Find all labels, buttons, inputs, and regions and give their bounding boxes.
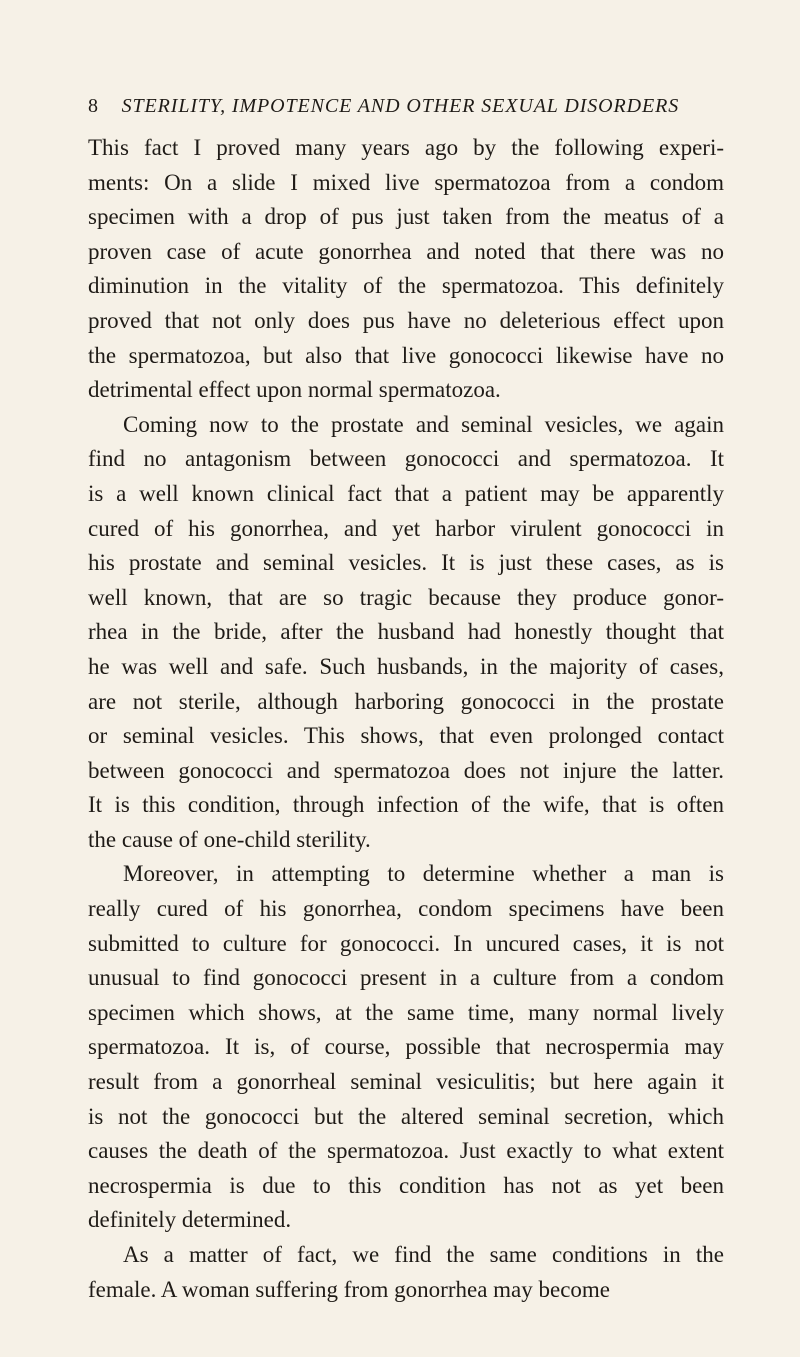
running-head xyxy=(88,88,728,124)
text-line: he was well and safe. Such husbands, in the majority of cases, xyxy=(88,653,724,679)
paragraph-4 xyxy=(88,1238,724,1307)
text-line: detrimental effect upon normal spermatozoa. xyxy=(88,377,501,403)
text-line: cured of his gonorrhea, and yet harbor virulent gonococci in xyxy=(88,515,724,541)
text-line: well known, that are so tragic because they produce gonor- xyxy=(88,584,724,610)
text-line: is a well known clinical fact that a patient may be apparently xyxy=(88,480,724,506)
text-line: are not sterile, although harboring gonococci in the prostate xyxy=(88,688,724,714)
body-text xyxy=(88,131,724,1307)
text-line: Coming now to the prostate and seminal vesicles, we again xyxy=(123,411,724,437)
text-line: is not the gonococci but the altered seminal secretion, which xyxy=(88,1103,724,1129)
text-line: Moreover, in attempting to determine whether a man is xyxy=(123,861,724,887)
page-number: 8 xyxy=(88,95,99,117)
text-line: As a matter of fact, we find the same conditions in the xyxy=(123,1242,724,1267)
text-line: submitted to culture for gonococci. In uncured cases, it is not xyxy=(88,930,724,956)
text-line: It is this condition, through infection of the wife, that is often xyxy=(88,792,724,818)
text-line: spermatozoa. It is, of course, possible that necrospermia may xyxy=(88,1034,724,1060)
text-line: or seminal vesicles. This shows, that even prolonged contact xyxy=(88,723,724,749)
running-title: STERILITY, IMPOTENCE AND OTHER SEXUAL DISORDERS xyxy=(121,95,680,117)
text-line: proven case of acute gonorrhea and noted that there was no xyxy=(88,238,724,264)
text-line: This fact I proved many years ago by the following experi- xyxy=(88,135,724,160)
text-line: specimen with a drop of pus just taken from the meatus of a xyxy=(88,204,724,230)
text-line: female. A woman suffering from gonorrhea may become xyxy=(88,1276,611,1302)
text-line: result from a gonorrheal seminal vesiculitis; but here again it xyxy=(88,1069,724,1095)
paragraph-2 xyxy=(88,408,724,858)
paragraph-3 xyxy=(88,857,724,1238)
text-line: causes the death of the spermatozoa. Just exactly to what extent xyxy=(88,1138,724,1164)
text-line: the spermatozoa, but also that live gonococci likewise have no xyxy=(88,342,724,368)
text-line: specimen which shows, at the same time, many normal lively xyxy=(88,999,724,1025)
text-line: his prostate and seminal vesicles. It is just these cases, as is xyxy=(88,550,724,576)
text-line: proved that not only does pus have no deleterious effect upon xyxy=(88,307,724,333)
text-line: necrospermia is due to this condition has not as yet been xyxy=(88,1172,724,1198)
text-line: diminution in the vitality of the spermatozoa. This definitely xyxy=(88,273,724,299)
text-line: really cured of his gonorrhea, condom specimens have been xyxy=(88,896,724,922)
text-line: ments: On a slide I mixed live spermatozoa from a condom xyxy=(88,169,724,195)
paragraph-1 xyxy=(88,131,724,408)
text-line: definitely determined. xyxy=(88,1207,292,1233)
text-line: find no antagonism between gonococci and spermatozoa. It xyxy=(88,446,724,472)
text-line: unusual to find gonococci present in a culture from a condom xyxy=(88,965,724,991)
text-line: the cause of one-child sterility. xyxy=(88,826,371,852)
text-line: between gonococci and spermatozoa does not injure the latter. xyxy=(88,757,724,783)
text-line: rhea in the bride, after the husband had honestly thought that xyxy=(88,619,724,645)
